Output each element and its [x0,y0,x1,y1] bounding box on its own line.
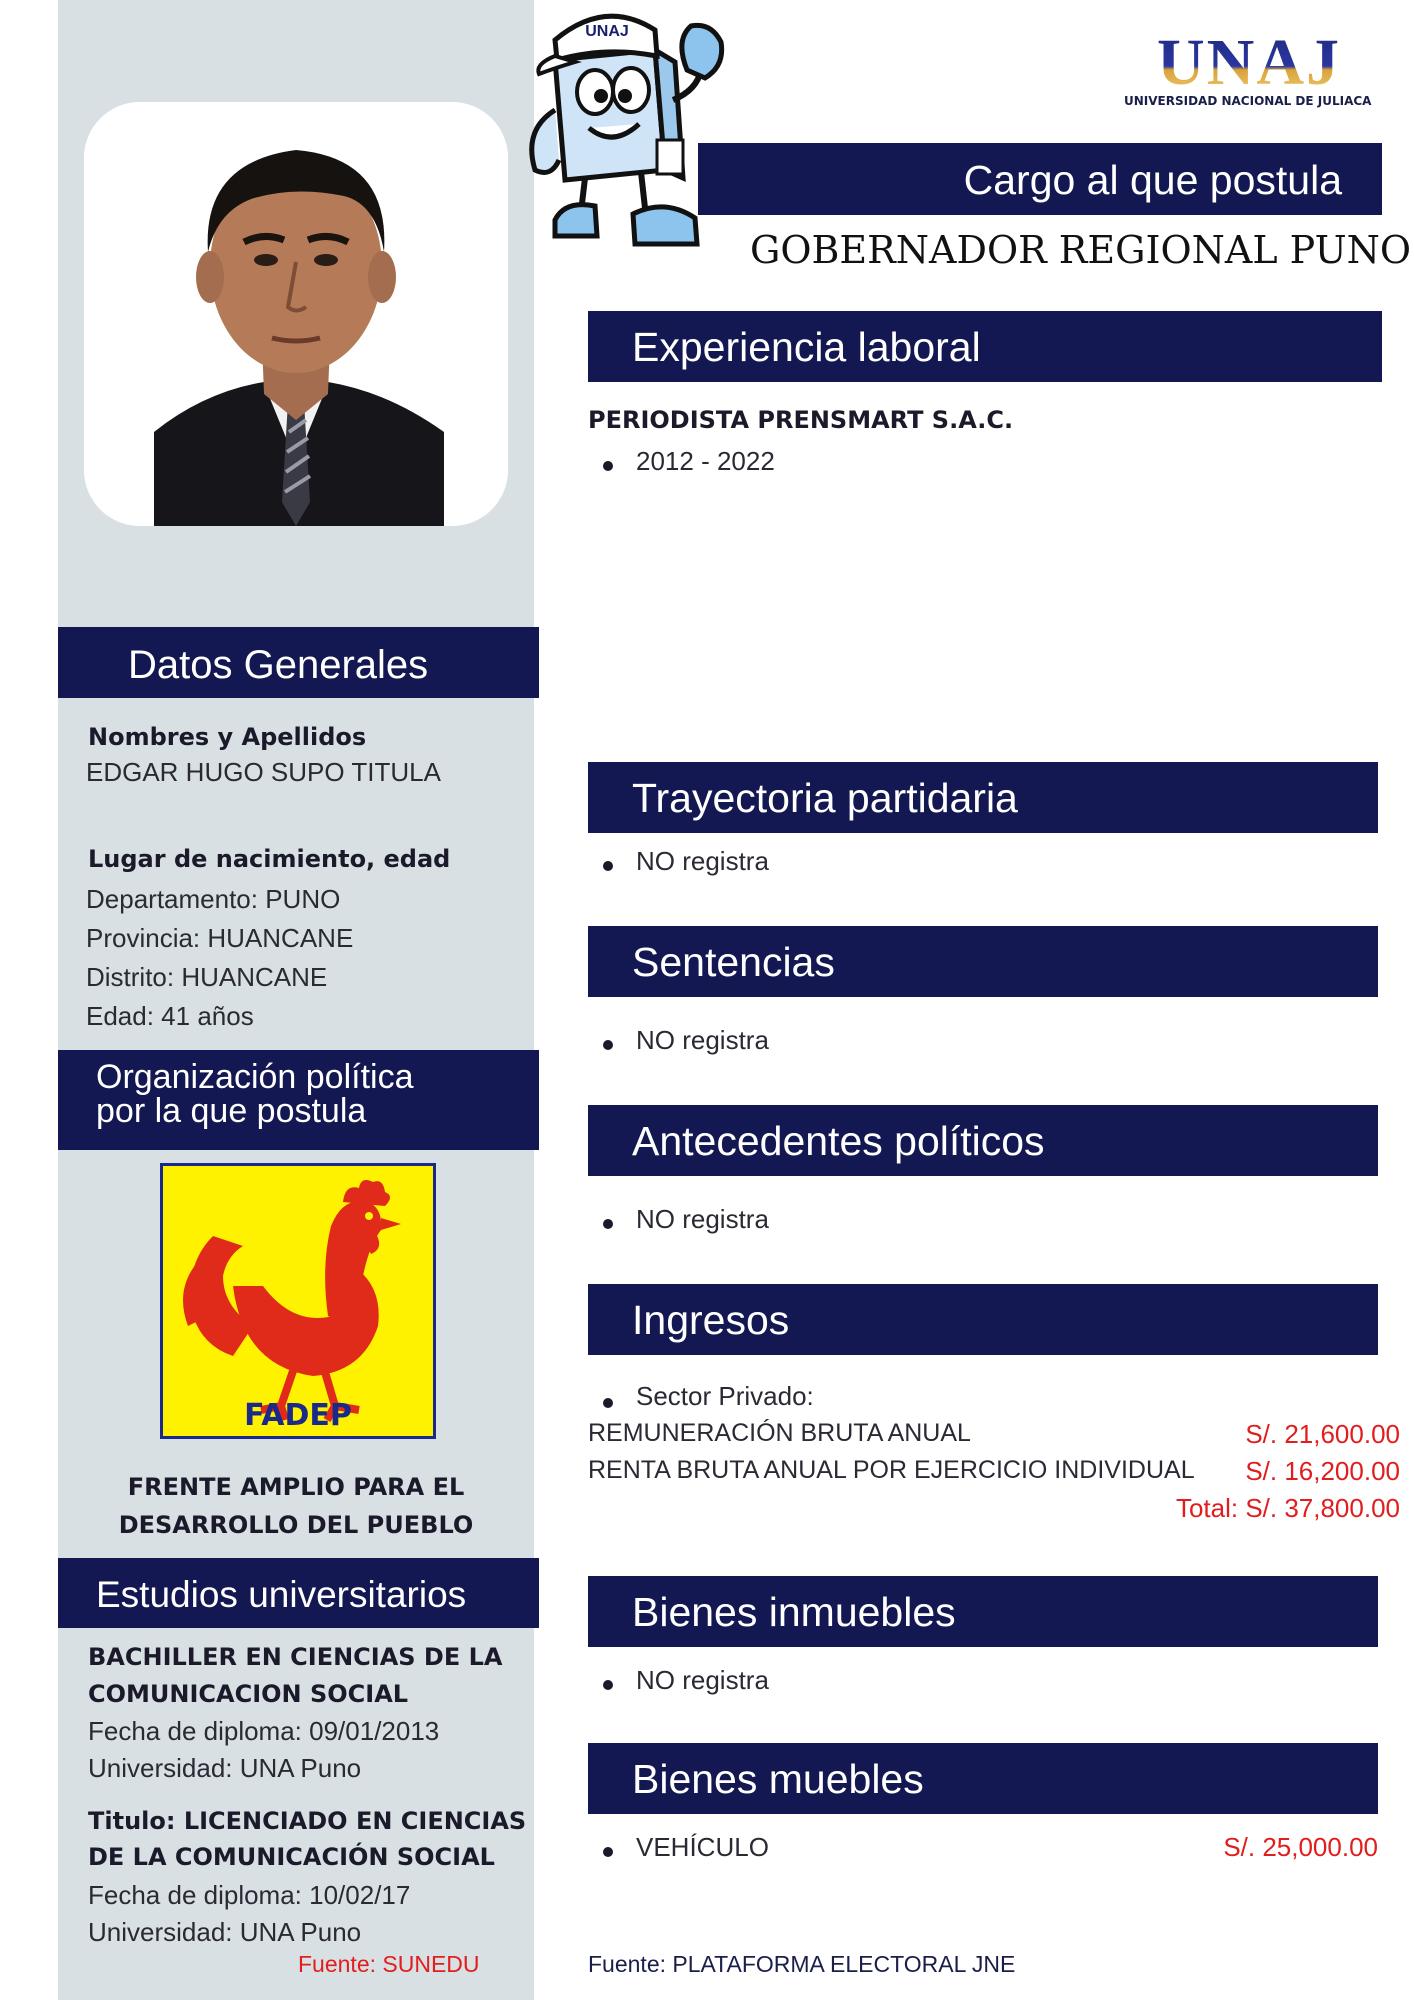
sentencias-header [588,926,1378,997]
university-name: UNIVERSIDAD NACIONAL DE JULIACA [1124,94,1372,108]
university-logo [1118,30,1380,116]
bullet-dot [603,1847,613,1857]
experiencia-header [588,311,1382,382]
sentencias-title: Sentencias [632,939,835,985]
portrait-illustration [84,102,508,526]
organizacion-header [58,1050,539,1150]
party-logo [160,1163,436,1439]
cargo-header [698,143,1382,215]
candidate-name: EDGAR HUGO SUPO TITULA [86,757,441,787]
rooster-icon [163,1166,433,1436]
bullet-dot [603,1680,613,1690]
degree1-line1: BACHILLER EN CIENCIAS DE LA [88,1643,503,1671]
degree1-line2: COMUNICACION SOCIAL [88,1680,409,1708]
bullet-dot [603,1040,613,1050]
degree2-line2: DE LA COMUNICACIÓN SOCIAL [88,1843,495,1871]
party-name-line2: DESARROLLO DEL PUEBLO [118,1511,474,1539]
ingresos-header [588,1284,1378,1355]
bullet-dot [603,461,613,471]
mascot-cap-text: UNAJ [585,23,629,40]
estudios-title: Estudios universitarios [96,1574,467,1615]
trayectoria-header [588,762,1378,833]
degree2-date: Fecha de diploma: 10/02/17 [88,1880,411,1910]
bullet-dot [603,1219,613,1229]
name-label: Nombres y Apellidos [88,723,367,751]
datos-title: Datos Generales [128,643,429,687]
ingresos-row1-label: REMUNERACIÓN BRUTA ANUAL [588,1419,971,1447]
inmuebles-title: Bienes inmuebles [632,1589,956,1635]
ingresos-row1-value: S/. 21,600.00 [1245,1419,1400,1449]
provincia: Provincia: HUANCANE [86,923,354,953]
sentencias-item: NO registra [636,1025,769,1055]
muebles-header [588,1743,1378,1814]
ingresos-title: Ingresos [632,1297,790,1343]
degree2-line1: Titulo: LICENCIADO EN CIENCIAS [88,1807,527,1835]
distrito: Distrito: HUANCANE [86,962,328,992]
edad: Edad: 41 años [86,1001,254,1031]
ingresos-sector: Sector Privado: [636,1381,814,1411]
unaj-logo-mark [1118,30,1380,88]
antecedentes-header [588,1105,1378,1176]
degree2-university: Universidad: UNA Puno [88,1917,362,1947]
muebles-title: Bienes muebles [632,1756,924,1802]
experiencia-title: Experiencia laboral [632,324,981,370]
muebles-item: VEHÍCULO [636,1832,769,1862]
trayectoria-title: Trayectoria partidaria [632,775,1018,821]
cargo-value: GOBERNADOR REGIONAL PUNO [750,228,1411,272]
antecedentes-title: Antecedentes políticos [632,1118,1045,1164]
experiencia-period: 2012 - 2022 [636,446,775,476]
experiencia-employer: PERIODISTA PRENSMART S.A.C. [588,406,1014,434]
datos-header [58,627,539,698]
candidate-photo [84,102,508,526]
mascot-ballot-box [515,0,725,255]
departamento: Departamento: PUNO [86,884,341,914]
trayectoria-item: NO registra [636,846,769,876]
bullet-dot [603,1398,613,1408]
party-name-line1: FRENTE AMPLIO PARA EL [127,1473,465,1501]
inmuebles-item: NO registra [636,1665,769,1695]
estudios-source: Fuente: SUNEDU [298,1951,480,1977]
estudios-header [58,1558,539,1628]
organizacion-title-line1: Organización política [96,1058,414,1096]
degree1-university: Universidad: UNA Puno [88,1753,362,1783]
footer-source: Fuente: PLATAFORMA ELECTORAL JNE [588,1951,1016,1977]
inmuebles-header [588,1576,1378,1647]
antecedentes-item: NO registra [636,1204,769,1234]
ingresos-total: Total: S/. 37,800.00 [1175,1493,1400,1523]
party-logo-text: FADEP [244,1398,352,1433]
birth-label: Lugar de nacimiento, edad [88,845,451,873]
bullet-dot [603,861,613,871]
ingresos-row2-label: RENTA BRUTA ANUAL POR EJERCICIO INDIVIDUAL [588,1456,1195,1484]
ingresos-row2-value: S/. 16,200.00 [1245,1456,1400,1486]
organizacion-title-line2: por la que postula [96,1092,367,1130]
degree1-date: Fecha de diploma: 09/01/2013 [88,1716,440,1746]
cargo-title: Cargo al que postula [963,157,1342,203]
muebles-value: S/. 25,000.00 [1223,1832,1378,1862]
logo-wordmark: UNAJ [1157,30,1341,88]
